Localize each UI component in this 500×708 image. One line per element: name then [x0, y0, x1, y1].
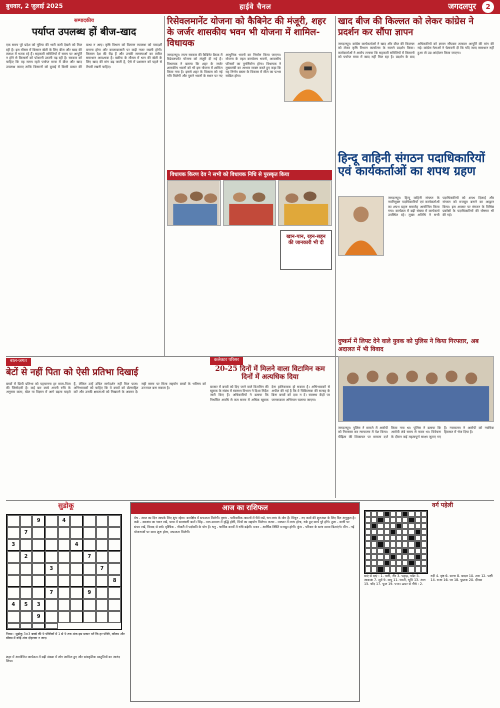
- sudoku-cell[interactable]: [108, 539, 121, 551]
- sudoku-cell[interactable]: 4: [58, 515, 71, 527]
- sudoku-cell[interactable]: [83, 527, 96, 539]
- sudoku-cell[interactable]: 7: [20, 527, 33, 539]
- sudoku-cell[interactable]: [32, 527, 45, 539]
- sudoku-cell[interactable]: [83, 599, 96, 611]
- story-congress-protest: [338, 17, 494, 147]
- bal-jagat-body: बच्चों में छिपी प्रतिभा को पहचानना हर माता-पिता की जिम्मेदारी है। कई बार बच्चे अपनी रुचि के अनुसार कला, खेल या विज्ञान में आगे बढ़ना चाहते हैं, लेकिन उन्हें उचित मार्गदर्शन नहीं मिल पाता। अभिभावकों को चाहिए कि वे बच्चों को प्रोत्साहित करें और उनकी क्षमताओं को निखारने के अवसर दें। सही समय पर मिला सहयोग बच्चों के भविष्य को उज्ज्वल बना सकता है।: [6, 381, 206, 395]
- sudoku-cell[interactable]: [20, 515, 33, 527]
- bal-jagat-headline: बेटों से नहीं पिता को ऐसी प्रतिभा दिखाई: [6, 367, 139, 378]
- sudoku-cell[interactable]: [32, 575, 45, 587]
- rashifal-box: [130, 502, 360, 702]
- masthead-right: [448, 1, 494, 13]
- sudoku-cell[interactable]: 8: [108, 575, 121, 587]
- sudoku-cell[interactable]: [96, 587, 109, 599]
- sudoku-cell[interactable]: [83, 539, 96, 551]
- sudoku-cell[interactable]: 3: [7, 539, 20, 551]
- column-rule: [164, 16, 165, 356]
- sudoku-cell[interactable]: [32, 587, 45, 599]
- sudoku-cell[interactable]: [96, 599, 109, 611]
- sudoku-cell[interactable]: [20, 563, 33, 575]
- sudoku-cell[interactable]: [70, 599, 83, 611]
- sudoku-cell[interactable]: [7, 563, 20, 575]
- masthead-date: बुधवार, 2 जुलाई 2025: [6, 3, 63, 11]
- sudoku-cell[interactable]: 5: [20, 599, 33, 611]
- sudoku-cell[interactable]: [32, 623, 45, 629]
- editorial-body: एक समय पूरे प्रदेश को यूरिया की भारी कमी देखने को मिल रही है। इस मौसम में किसान खेती के लिए बीज और खाद की तलाश में भटक रहे हैं। सहकारी समितियों में समय पर आपूर्ति न होने से किसानों को परेशानी उठानी पड़ रही है। सरकार को चाहिए कि वह समय रहते पर्याप्त मात्रा में बीज और खाद उपलब्ध कराए ताकि किसानों को बुवाई में किसी प्रकार की बाधा न आए। कृषि विभाग को वितरण व्यवस्था को पारदर्शी बनाना होगा और कालाबाजारी पर कड़ी नजर रखनी होगी। किसान देश की रीढ़ हैं और उनकी समस्याओं का त्वरित समाधान आवश्यक है। खरीफ के मौसम में धान की खेती के लिए खाद की मांग बढ़ जाती है, ऐसे में प्रशासन को पहले से तैयारी रखनी चाहिए।: [6, 43, 162, 69]
- sudoku-cell[interactable]: [108, 599, 121, 611]
- bal-jagat-tag: बाल-जगत: [6, 358, 31, 366]
- sudoku-cell[interactable]: [96, 539, 109, 551]
- crossword-puzzle: [364, 502, 494, 702]
- sudoku-cell[interactable]: [45, 551, 58, 563]
- sudoku-puzzle: [6, 502, 126, 652]
- sudoku-cell[interactable]: [45, 599, 58, 611]
- sudoku-cell[interactable]: [45, 623, 58, 629]
- story-congress-body: जगदलपुर। कांग्रेस कार्यकर्ताओं ने खाद और बीज की किल्लत को लेकर कृषि विभाग कार्यालय के सामने प्रदर्शन किया। कार्यकर्ताओं ने आरोप लगाया कि सहकारी समितियों में किसानों को पर्याप्त मात्रा में खाद नहीं मिल रहा है। प्रदर्शन के बाद अधिकारियों को ज्ञापन सौंपकर तत्काल आपूर्ति की मांग की गई। कांग्रेस नेताओं ने चेतावनी दी कि यदि जल्द समाधान नहीं हुआ तो उग्र आंदोलन किया जाएगा।: [338, 42, 494, 59]
- crossword-title: वर्ग पहेली: [432, 502, 454, 509]
- sudoku-cell[interactable]: [20, 575, 33, 587]
- sudoku-cell[interactable]: [58, 587, 71, 599]
- masthead-city: जगदलपुर: [448, 2, 476, 11]
- page-number-badge: 2: [482, 1, 494, 13]
- sudoku-cell[interactable]: [45, 539, 58, 551]
- story-congress-headline: खाद बीज की किल्लत को लेकर कांग्रेस ने प्रदर्शन कर सौंपा ज्ञापन: [338, 17, 474, 38]
- masthead: [0, 0, 500, 14]
- sudoku-cell[interactable]: [96, 551, 109, 563]
- caption-box: [280, 230, 332, 270]
- felicitation-photo: [223, 180, 277, 226]
- felicitation-photo: [167, 180, 221, 226]
- sudoku-cell[interactable]: [108, 551, 121, 563]
- felicitation-photo: [278, 180, 332, 226]
- sudoku-cell[interactable]: [58, 527, 71, 539]
- sudoku-cell[interactable]: [20, 611, 33, 623]
- mla-portrait-photo: [284, 52, 332, 102]
- sudoku-cell[interactable]: [83, 515, 96, 527]
- sudoku-cell[interactable]: 4: [7, 599, 20, 611]
- sudoku-cell[interactable]: 7: [83, 551, 96, 563]
- sudoku-cell[interactable]: [108, 611, 121, 623]
- sudoku-cell[interactable]: [108, 563, 121, 575]
- sudoku-cell[interactable]: 9: [32, 515, 45, 527]
- police-arrest-headline: दुष्कर्म में लिफ्ट देने वाले युवक को पुलिस ने किया गिरफ्तार, अब अदालत में भी विवाद: [338, 338, 479, 353]
- sudoku-cell[interactable]: 7: [96, 563, 109, 575]
- sudoku-cell[interactable]: [58, 551, 71, 563]
- sudoku-grid[interactable]: [6, 514, 122, 630]
- sudoku-cell[interactable]: [70, 587, 83, 599]
- sudoku-cell[interactable]: [45, 611, 58, 623]
- sudoku-cell[interactable]: [45, 527, 58, 539]
- sudoku-cell[interactable]: 2: [20, 551, 33, 563]
- caption-text: खान-पान, रहन-सहन की जानकारी भी दी: [286, 234, 326, 247]
- sudoku-cell[interactable]: [70, 527, 83, 539]
- sudoku-cell[interactable]: [58, 575, 71, 587]
- masthead-paper-name: हाईवे चैनल: [239, 2, 272, 11]
- story-hindu-vahini-body: जगदलपुर। हिन्दू वाहिनी संगठन के नवनियुक्त पदाधिकारियों एवं कार्यकर्ताओं का शपथ ग्रहण समारोह आयोजित किया गया। कार्यक्रम में बड़ी संख्या में कार्यकर्ता उपस्थित रहे। मुख्य अतिथि ने सभी पदाधिकारियों को शपथ दिलाई और संगठन को मजबूत बनाने का आह्वान किया। इस अवसर पर संगठन के विभिन्न प्रकोष्ठों के पदाधिकारियों की घोषणा भी की गई।: [388, 196, 494, 218]
- sudoku-cell[interactable]: [70, 551, 83, 563]
- sudoku-cell[interactable]: [108, 527, 121, 539]
- sudoku-cell[interactable]: 9: [32, 611, 45, 623]
- sudoku-cell[interactable]: [7, 623, 20, 629]
- vitamin-headline: 20-25 दिनों में मिलने वाला विटामिन कम दिनों में अत्यधिक दिया: [215, 363, 325, 382]
- sudoku-cell[interactable]: [58, 611, 71, 623]
- rashifal-body: मेष - आज का दिन आपके लिए शुभ रहेगा। कार्यक्षेत्र में सफलता मिलेगी। वृषभ - पारिवारिक मामलों में धैर्य रखें, धन लाभ के योग हैं। मिथुन - नए कार्य की शुरुआत के लिए दिन अनुकूल है। कर्क - स्वास्थ्य का ध्यान रखें, यात्रा में सावधानी बरतें। सिंह - मान-सम्मान में वृद्धि होगी, मित्रों का सहयोग मिलेगा। कन्या - व्यापार में लाभ होगा, रुके हुए कार्य पूरे होंगे। तुला - वाणी पर संयम रखें, विवाद से बचें। वृश्चिक - नौकरी में पदोन्नति के योग हैं। धनु - धार्मिक कार्यों में रुचि बढ़ेगी। मकर - आर्थिक स्थिति मजबूत होगी। कुंभ - परिवार के साथ समय बिताएंगे। मीन - नई योजनाओं पर काम शुरू होगा, सफलता मिलेगी।: [134, 515, 356, 534]
- sudoku-cell[interactable]: [7, 551, 20, 563]
- sudoku-cell[interactable]: [108, 515, 121, 527]
- sudoku-cell[interactable]: [70, 563, 83, 575]
- sudoku-cell[interactable]: 9: [83, 587, 96, 599]
- sudoku-cell[interactable]: [83, 611, 96, 623]
- sudoku-rules: नियम : सुडोकू 3×3 बक्से की 9 पंक्तियों में 1 से 9 तक अंक इस प्रकार भरें कि हर पंक्ति, कॉलम और बॉक्स में कोई अंक दोहराया न जाए।: [6, 631, 125, 640]
- story-bottom: [6, 655, 126, 705]
- sudoku-cell[interactable]: [7, 587, 20, 599]
- sudoku-title: सुडोकू: [58, 502, 74, 510]
- vitamin-body: बाजार में बच्चों को दिए जाने वाले विटामिन की खुराक के संबंध में स्वास्थ्य विभाग ने दिशा निर्देश जारी किए हैं। अधिकारियों ने बताया कि निर्धारित अवधि से कम समय में अधिक खुराक देना हानिकारक हो सकता है। अभिभावकों से अपील की गई है कि वे चिकित्सक की सलाह के बिना बच्चों को दवा न दें। स्वास्थ्य केंद्रों पर जागरूकता अभियान चलाया जाएगा।: [210, 384, 330, 402]
- sudoku-cell[interactable]: [96, 527, 109, 539]
- story-police-arrest: [338, 338, 494, 498]
- sudoku-cell[interactable]: [96, 575, 109, 587]
- editorial-label: सम्पादकीय: [74, 18, 94, 24]
- sudoku-cell[interactable]: [32, 563, 45, 575]
- sudoku-cell[interactable]: [7, 515, 20, 527]
- hindu-vahini-photo: [338, 196, 384, 256]
- sudoku-cell[interactable]: [83, 563, 96, 575]
- sudoku-cell[interactable]: [96, 515, 109, 527]
- sudoku-cell[interactable]: [70, 611, 83, 623]
- sudoku-cell[interactable]: [45, 515, 58, 527]
- story-cabinet-headline: रिसेवलमानेंट योजना को कैबिनेट की मंजूरी, शहर के जर्जर शासकीय भवन भी योजना में शामिल-विधायक: [167, 17, 326, 49]
- sudoku-cell[interactable]: 3: [32, 599, 45, 611]
- story-hindu-vahini: [338, 151, 494, 218]
- section-divider: [6, 500, 494, 501]
- sudoku-cell[interactable]: 3: [45, 563, 58, 575]
- editorial-section: [6, 18, 162, 355]
- sudoku-cell[interactable]: [7, 527, 20, 539]
- story-bottom-body: शहर में आयोजित कार्यक्रम में बड़ी संख्या में लोग शामिल हुए और सांस्कृतिक प्रस्तुतियों का आनंद लिया।: [6, 655, 120, 664]
- editorial-title: पर्याप्त उपलब्ध हों बीज-खाद: [31, 27, 137, 39]
- sudoku-cell[interactable]: [20, 623, 33, 629]
- sudoku-cell[interactable]: [70, 575, 83, 587]
- sudoku-cell[interactable]: [20, 587, 33, 599]
- group-photo: [338, 356, 494, 422]
- column-rule: [335, 16, 336, 498]
- sudoku-cell[interactable]: [20, 539, 33, 551]
- sudoku-cell[interactable]: [45, 575, 58, 587]
- crossword-cell[interactable]: [421, 566, 427, 572]
- sudoku-cell[interactable]: 4: [70, 539, 83, 551]
- crossword-grid[interactable]: [364, 510, 428, 574]
- sudoku-cell[interactable]: [32, 539, 45, 551]
- sudoku-cell[interactable]: [7, 575, 20, 587]
- sudoku-cell[interactable]: [58, 539, 71, 551]
- story-hindu-vahini-headline: हिन्दू वाहिनी संगठन पदाधिकारियों एवं कार्यकर्ताओं का शपथ ग्रहण: [338, 151, 485, 178]
- police-arrest-body: जगदलपुर। पुलिस ने मामले में आरोपी को गिरफ्तार कर न्यायालय में पेश किया। पीड़िता की शिकायत पर मामला दर्ज किया गया था। पुलिस ने बताया कि आरोपी लंबे समय से फरार था। विवेचना के दौरान कई महत्वपूर्ण साक्ष्य जुटाए गए हैं। न्यायालय ने आरोपी को न्यायिक हिरासत में भेज दिया है।: [338, 426, 494, 439]
- sudoku-cell[interactable]: [96, 611, 109, 623]
- sudoku-cell[interactable]: [83, 575, 96, 587]
- felicitation-banner: विधायक किरण देव ने सभी को विधायक निधि से पुरस्कृत किया: [167, 170, 332, 180]
- story-cabinet-body: जगदलपुर। राज्य सरकार की कैबिनेट बैठक में रिडेवलपमेंट योजना को मंजूरी दी गई है। विधायक ने बताया कि शहर के जर्जर शासकीय भवनों को भी इस योजना में शामिल किया गया है। इससे शहर के विकास को नई गति मिलेगी और पुराने भवनों के स्थान पर नए आधुनिक भवनों का निर्माण किया जाएगा। योजना के तहत कार्यालय भवनों, आवासीय परिसरों का पुनर्निर्माण होगा। विधायक ने मुख्यमंत्री का आभार व्यक्त करते हुए कहा कि यह निर्णय बस्तर के विकास में मील का पत्थर साबित होगा।: [167, 53, 281, 79]
- felicitation-photo-strip: [167, 180, 332, 226]
- sudoku-cell[interactable]: [70, 515, 83, 527]
- sudoku-cell[interactable]: [58, 599, 71, 611]
- sudoku-cell[interactable]: [32, 551, 45, 563]
- rashifal-title: आज का राशिफल: [131, 503, 359, 514]
- sudoku-cell[interactable]: [108, 587, 121, 599]
- sudoku-cell[interactable]: [7, 611, 20, 623]
- story-bal-jagat: [6, 358, 206, 498]
- sudoku-cell[interactable]: [58, 563, 71, 575]
- crossword-clues: बाएं से दाएं : 1. पानी, नीर 3. पहाड़, पर्वत 5. आकाश 7. सूर्य 9. वायु 11. धरती, भूमि 13. आग 15. चाँद 17. फूल 19. पत्ता। ऊपर से नीचे : 2. नदी 4. वृक्ष 6. सागर 8. बादल 10. तारा 12. पक्षी 14. राजा 16. घर 18. पुस्तक 20. दीपक: [364, 573, 493, 587]
- story-vitamin: [210, 357, 330, 497]
- vitamin-tag: कलेक्टर परिसर: [210, 357, 243, 365]
- sudoku-cell[interactable]: 7: [45, 587, 58, 599]
